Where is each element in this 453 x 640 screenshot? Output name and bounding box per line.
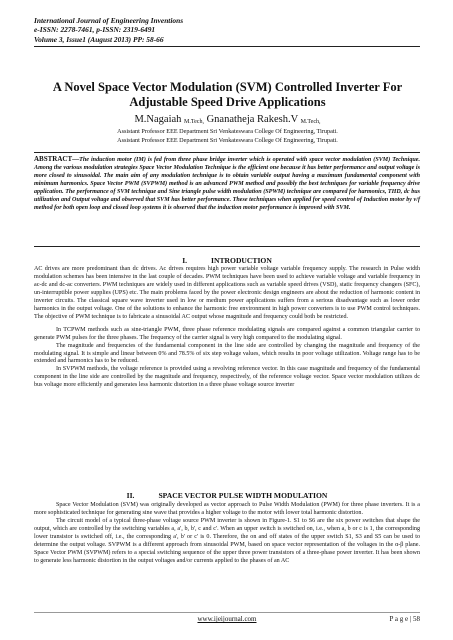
page-footer <box>34 614 420 626</box>
section-1-paragraph-2: In TCPWM methods such as sine-triangle PWM, three phase reference modulating signals are compared against a common triangular carrier to generate PWM pulses for the three phases. The frequency of the carrier signal is very high compared to the modulating signal. <box>34 326 420 341</box>
author-1: M.Nagaiah <box>134 114 182 125</box>
journal-volume: Volume 3, Issue1 (August 2013) PP: 58-66 <box>34 34 164 44</box>
affiliation-2: Assistant Professor EEE Department Sri Venkateswara College Of Engineering, Tirupati. <box>117 137 338 144</box>
section-2-body <box>34 502 420 566</box>
author-line <box>30 113 425 129</box>
section-1-paragraph-4: In SVPWM methods, the voltage reference is provided using a revolving reference vector. In this case magnitude and frequency of the fundamental component in the line side are controlled by the magnitude and frequency, respectively, of the reference voltage vector. Space vector modulation utilizes dc bus voltage more efficiently and generates less harmonic distortion in a three phase voltage source inverter <box>34 366 420 389</box>
abstract-rule-top <box>34 152 420 153</box>
abstract-text: The induction motor (IM) is fed from three phase bridge inverter which is operated with space vector modulation (SVM) Technique. Among the various modulation strategies Space Vector Modulation Technique is the efficient one because it has better performance and output voltage is more closed to sinusoidal. The main aim of any modulation technique is to obtain variable output having a maximum fundamental component with minimum harmonics. Space Vector PWM (SVPWM) method is an advanced PWM method and possibly the best techniques for variable frequency drive application. The performance of SVM technique and Sine triangle pulse width modulation (SPWM) technique are compared for harmonics, THD, dc bus utilization and Output voltage and observed that SVM has better performance. These techniques when applied for speed control of Induction motor by v/f method for both open loop and closed loop systems it is observed that the induction motor performance is improved with SVM. <box>34 157 420 211</box>
paper-title <box>30 80 425 110</box>
abstract-label: ABSTRACT— <box>34 155 80 163</box>
section-2-number: II. <box>126 491 135 500</box>
section-2-paragraph-2: The circuit model of a typical three-phase voltage source PWM inverter is shown in Figure-1. S1 to S6 are the six power switches that shape the output, which are controlled by the switching variables a, a', b, b', c and c'. When an upper switch is switched on, i.e., when a, b or c is 1, the corresponding lower transistor is switched off, i.e., the corresponding a', b' or c' is 0. Therefore, the on and off states of the upper switch S1, S3 and S5 can be used to determine the output voltage. SVPWM is a different approach from sinusoidal PWM, based on space vector representation of the voltages in the α-β plane. Space Vector PWM (SVPWM) refers to a special switching sequence of the upper three power transistors of a three-phase power inverter. It has been shown to generate less harmonic distortion in the output voltages and/or currents applied to the phases of an AC <box>34 517 420 564</box>
journal-name: International Journal of Engineering Inventions <box>34 16 184 25</box>
section-1-number: I. <box>182 256 188 265</box>
section-1-paragraph-3: The magnitude and frequencies of the fundamental component in the line side are controlled by changing the magnitude and frequency of the modulating signal. It is simple and linear between 0% and 78.5% of six step voltage values, which results in poor voltage utilization. Voltage range has to be extended and harmonics has to be reduced. <box>34 342 420 365</box>
author-1-degree: M.Tech, <box>184 119 204 125</box>
section-heading-svpwm <box>34 491 420 500</box>
journal-issn: e-ISSN: 2278-7461, p-ISSN: 2319-6491 <box>34 25 156 35</box>
journal-header <box>34 16 414 44</box>
section-1-title: INTRODUCTION <box>211 256 272 265</box>
header-rule <box>34 46 420 47</box>
paper-title-line-2: Adjustable Speed Drive Applications <box>129 95 326 109</box>
section-1-paragraph-1: AC drives are more predominant than dc drives. Ac drives requires high power variable voltage variable frequency supply. The research in Pulse width modulation schemes has been intensive in the last couple of decades. PWM techniques have been used to achieve variable voltage and variable frequency in ac-dc and dc-ac converters. PWM techniques are widely used in different applications such as variable speed drives (VSD), static frequency changers (SFC), un-interruptible power supplies (UPS) etc. The main problems faced by the power electronic design engineers are about the reduction of harmonic content in inverter circuits. The classical square wave inverter used in low or medium power applications suffers from a serious disadvantage such as lower order harmonics in the output voltage. One of the solutions to enhance the harmonic free environment in high power converters is to use PWM control techniques. The objective of PWM technique is to fabricate a sinusoidal AC output whose magnitude and frequency could both be restricted. <box>34 266 420 320</box>
section-2-title: SPACE VECTOR PULSE WIDTH MODULATION <box>158 491 328 500</box>
paper-title-line-1: A Novel Space Vector Modulation (SVM) Controlled Inverter For <box>52 80 403 94</box>
section-2-paragraph-1: Space Vector Modulation (SVM) was originally developed as vector approach to Pulse Width Modulation (PWM) for three phase inverters. It is a more sophisticated technique for generating sine wave that provides a higher voltage to the motor with lower total harmonic distortion. <box>34 502 420 516</box>
author-2: Gnanatheja Rakesh.V <box>206 114 298 125</box>
affiliation-1: Assistant Professor EEE Department Sri Venkateswara College Of Engineering, Tirupati. <box>117 128 338 135</box>
footer-rule <box>34 612 420 613</box>
journal-link[interactable]: www.ijeijournal.com <box>197 615 257 623</box>
page-number: P a g e | 58 <box>389 615 420 623</box>
section-heading-introduction <box>34 256 420 265</box>
abstract <box>34 156 420 213</box>
section-1-body <box>34 266 420 390</box>
author-2-degree: M.Tech, <box>300 119 321 125</box>
abstract-rule-bottom <box>34 246 420 247</box>
